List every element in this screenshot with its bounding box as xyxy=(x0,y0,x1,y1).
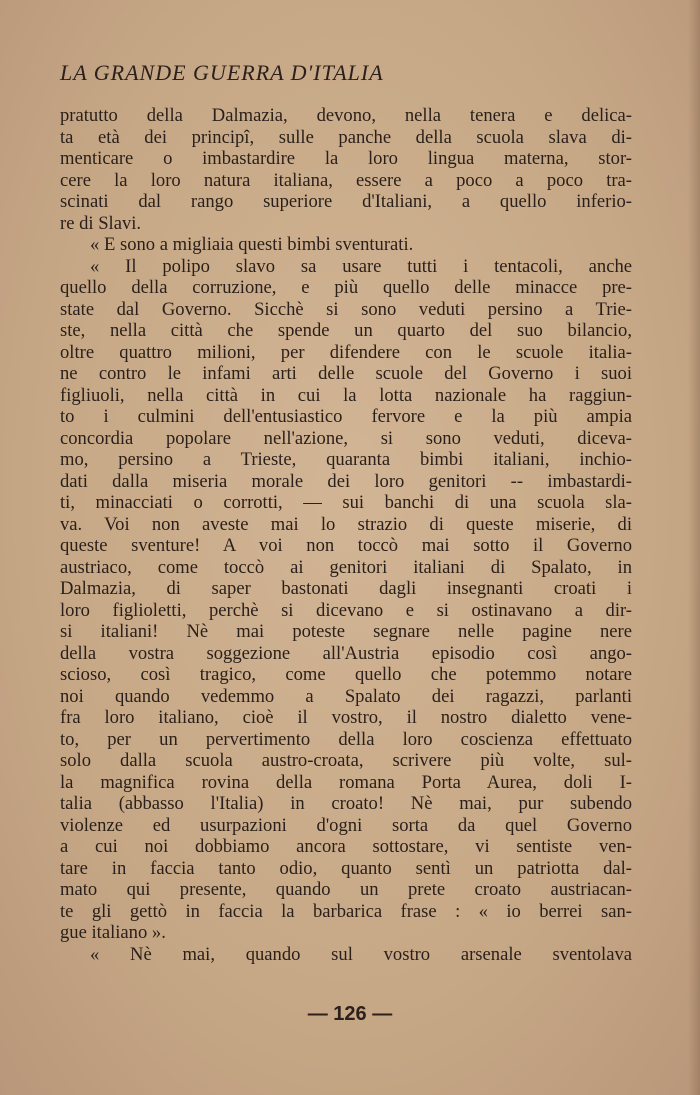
text-line: ne contro le infami arti delle scuole del Governo i suoi xyxy=(60,363,632,384)
text-line: della vostra soggezione all'Austria episodio così ango- xyxy=(60,642,632,664)
text-line: solo dalla scuola austro-croata, scrivere più volte, sul- xyxy=(60,750,632,771)
text-line: pratutto della Dalmazia, devono, nella tenera e delica- xyxy=(60,105,632,126)
text-line: la magnifica rovina della romana Porta Aurea, doli I- xyxy=(60,771,632,793)
text-line: « Nè mai, quando sul vostro arsenale sventolava xyxy=(90,943,632,965)
text-line: ste, nella città che spende un quarto del suo bilancio, xyxy=(60,320,632,341)
text-line: figliuoli, nella città in cui la lotta nazionale ha raggiun- xyxy=(60,384,632,406)
page-number: — 126 — xyxy=(307,1003,393,1025)
text-line: mato qui presente, quando un prete croato austriacan- xyxy=(60,879,632,900)
text-line: va. Voi non aveste mai lo strazio di queste miserie, di xyxy=(60,513,632,535)
text-line: re di Slavi. xyxy=(60,212,142,234)
running-title: LA GRANDE GUERRA D'ITALIA xyxy=(60,60,384,85)
text-line: fra loro italiano, cioè il vostro, il nostro dialetto vene- xyxy=(60,707,632,728)
text-line: cere la loro natura italiana, essere a poco a poco tra- xyxy=(60,169,632,191)
text-line: « E sono a migliaia questi bimbi sventurati. xyxy=(90,234,414,255)
text-line: queste sventure! A voi non toccò mai sotto il Governo xyxy=(60,535,632,556)
text-line: scioso, così tragico, come quello che potemmo notare xyxy=(60,664,632,685)
text-line: ta età dei principî, sulle panche della scuola slava di- xyxy=(60,126,632,148)
text-line: ti, minacciati o corrotti, — sui banchi di una scuola sla- xyxy=(60,492,632,513)
text-line: violenze ed usurpazioni d'ogni sorta da quel Governo xyxy=(60,814,632,836)
text-line: gue italiano ». xyxy=(60,922,166,943)
text-line: menticare o imbastardire la loro lingua materna, stor- xyxy=(60,148,632,169)
text-line: talia (abbasso l'Italia) in croato! Nè mai, pur subendo xyxy=(60,793,632,814)
text-line: concordia popolare nell'azione, si sono veduti, diceva- xyxy=(60,427,632,449)
text-line: noi quando vedemmo a Spalato dei ragazzi, parlanti xyxy=(60,685,632,707)
text-line: loro figlioletti, perchè si dicevano e si ostinavano a dir- xyxy=(60,599,632,621)
text-line: Dalmazia, di saper bastonati dagli insegnanti croati i xyxy=(60,578,632,599)
text-line: « Il polipo slavo sa usare tutti i tentacoli, anche xyxy=(90,255,632,277)
text-line: quello della corruzione, e più quello delle minacce pre- xyxy=(60,277,632,298)
text-line: scinati dal rango superiore d'Italiani, a quello inferio- xyxy=(60,191,632,212)
body-text xyxy=(60,105,632,965)
text-line: oltre quattro milioni, per difendere con le scuole italia- xyxy=(60,341,632,363)
text-line: te gli gettò in faccia la barbarica frase : « io berrei san- xyxy=(60,900,632,922)
text-line: to, per un pervertimento della loro coscienza effettuato xyxy=(60,728,632,750)
text-line: to i culmini dell'entusiastico fervore e la più ampia xyxy=(60,406,632,427)
text-line: austriaco, come toccò ai genitori italiani di Spalato, in xyxy=(60,556,632,578)
text-line: a cui noi dobbiamo ancora sottostare, vi sentiste ven- xyxy=(60,836,632,857)
text-line: dati dalla miseria morale dei loro genitori -- imbastardi- xyxy=(60,470,632,492)
text-line: state dal Governo. Sicchè si sono veduti persino a Trie- xyxy=(60,298,632,320)
text-line: tare in faccia tanto odio, quanto sentì un patriotta dal- xyxy=(60,857,632,879)
text-line: mo, persino a Trieste, quaranta bimbi italiani, inchio- xyxy=(60,449,632,470)
text-line: si italiani! Nè mai poteste segnare nelle pagine nere xyxy=(60,621,632,642)
